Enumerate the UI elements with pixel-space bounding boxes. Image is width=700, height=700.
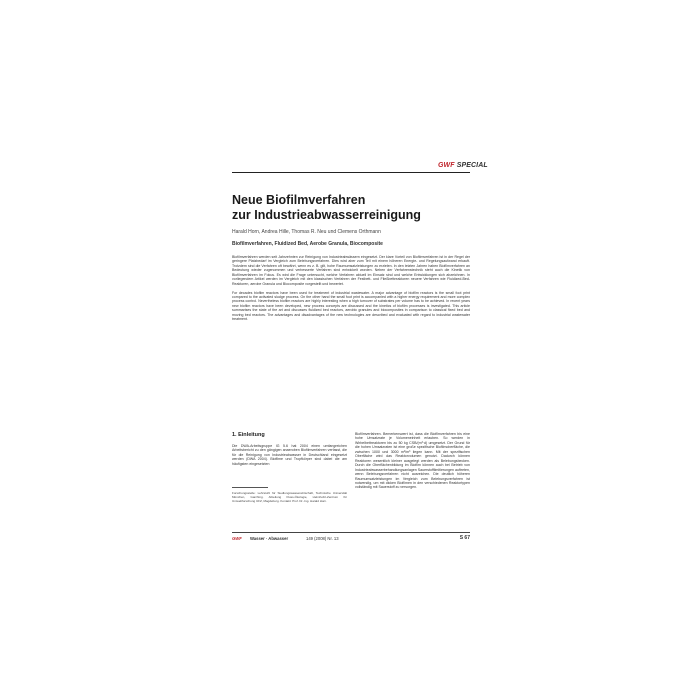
journal-name: Wasser · Abwasser xyxy=(250,536,289,541)
section-heading: 1. Einleitung xyxy=(232,432,265,438)
badge-word: SPECIAL xyxy=(456,162,488,169)
left-column xyxy=(232,432,347,466)
footer-logo: GWF xyxy=(232,536,242,541)
authors: Harald Horn, Andrea Hille, Thomas R. Neu und Clemens Orthmann xyxy=(232,229,381,235)
footer-rule xyxy=(232,532,470,533)
badge-brand: GWF xyxy=(438,162,455,169)
article-title xyxy=(232,193,472,223)
footnote-rule xyxy=(232,487,268,488)
right-column: Biofilmverfahren. Bemerkenswert ist, dass die Biofilmverfahren bis eine hohe Umsatzrate je Volumeneinheit erlauben. So werden in Wirbelbettreaktoren bis zu 50 kg CSB/(m³·d) umgesetzt. Der Grund für die hohen Umsatzraten ist eine große spezifische Biofilmoberfläche, die zwischen 1000 und 3000 m²/m³ liegen kann. Mit der spezifischen Oberfläche wird das Reaktorvolumen genutzt. Dadurch können Reaktoren wesentlich kleiner ausgelegt werden als Belebungsbecken. Durch die Oberflächenbildung im Biofilm können auch bei Betrieb von Industrieabwasserbehandlungsanlagen Sauerstofflimitierungen auftreten, wenn Belebungsverfahren nicht ausreichen. Die deutlich höheren Raumumsatzleistungen im Vergleich zum Belebungsverfahren ist notwendig, um mit dicken Biofilmen in den verschiedenen Reaktortypen vollständig mit Sauerstoff zu versorgen. xyxy=(355,432,470,490)
journal-volume: 149 (2008) Nr. 13 xyxy=(306,536,339,541)
page-footer xyxy=(232,536,470,544)
header-rule xyxy=(232,172,470,173)
footnote: Forschungsstelle: Lehrstuhl für Siedlungswasserwirtschaft, Technische Universität München, Garching. Abteilung Fluss-Ökologie, Helmholtz-Zentrum für Umweltforschung UFZ, Magdeburg. Kontakt: Prof. Dr.-Ing. Harald Horn. xyxy=(232,491,347,503)
page-number: S 67 xyxy=(459,535,470,541)
title-line-1: Neue Biofilmverfahren xyxy=(232,193,366,207)
abstract-german: Biofilmverfahren werden seit Jahrzehnten zur Reinigung von Industrieabwässern eingesetzt. Der klare Vorteil von Biofilmverfahren ist in der Regel der geringere Platzbedarf im Vergleich zum Belebungsverfahren. Dies wird aber zum Teil mit einem höheren Energie- und Regelungsaufwand erkauft. Trotzdem sind die Verfahren oft bewährt, wenn es z. B. gilt, hohe Raumumsatzleistungen zu erzielen. In den letzten Jahren haben Biofilmverfahren an Bedeutung wieder zugenommen und verbesserte Verfahren sind entwickelt worden. Neben der Verfahrenstechnik steht auch die Kinetik von Biofilmverfahren im Fokus. Es wird die Frage untersucht, welche Verfahren aktuell im Einsatz sind und welche Entwicklungen sich abzeichnen. In vorliegendem Artikel werden im Vergleich mit den klassischen Verfahren der Festbett- und Fließbettreaktoren neuere Verfahren wie Fluidized-Bed-Reaktoren, aerobe Granula und Biocomposite vorgestellt und bewertet. xyxy=(232,255,470,286)
abstract xyxy=(232,255,470,326)
abstract-english: For decades biofilm reactors have been used for treatment of industrial wastewater. A major advantage of biofilm reactors is the small foot print compared to the activated sludge process. On the other hand the small foot print is accompanied with a higher energy requirement and more complex process control. Nevertheless biofilm reactors are highly interesting when a high turnover of substrates per volume has to be achieved. In recent years new biofilm reactors have been developed, new process concepts are discussed and the kinetics of biofilm processes is investigated. This article summarises the state of the art and discusses fluidized bed reactors, aerobic granules and biocomposites in comparison to classical fixed bed and moving bed reactors. The advantages and disadvantages of the new technologies are described and evaluated with regard to industrial wastewater treatment. xyxy=(232,290,470,322)
section-badge xyxy=(438,162,488,169)
intro-paragraph: Die DWA-Arbeitsgruppe IG 5.6 hat 2004 einen umfangreichen Arbeitsbericht zu den gängigen anaeroben Biofilmverfahren verfasst, die für die Reinigung von Industrieabwasser in Deutschland eingesetzt werden (DWA 2004). Biofilme und Tropfkörper sind dabei die am häufigsten eingesetzten xyxy=(232,444,347,466)
keywords: Biofilmverfahren, Fluidized Bed, Aerobe Granula, Biocomposite xyxy=(232,241,383,247)
title-line-2: zur Industrieabwasserreinigung xyxy=(232,208,421,222)
